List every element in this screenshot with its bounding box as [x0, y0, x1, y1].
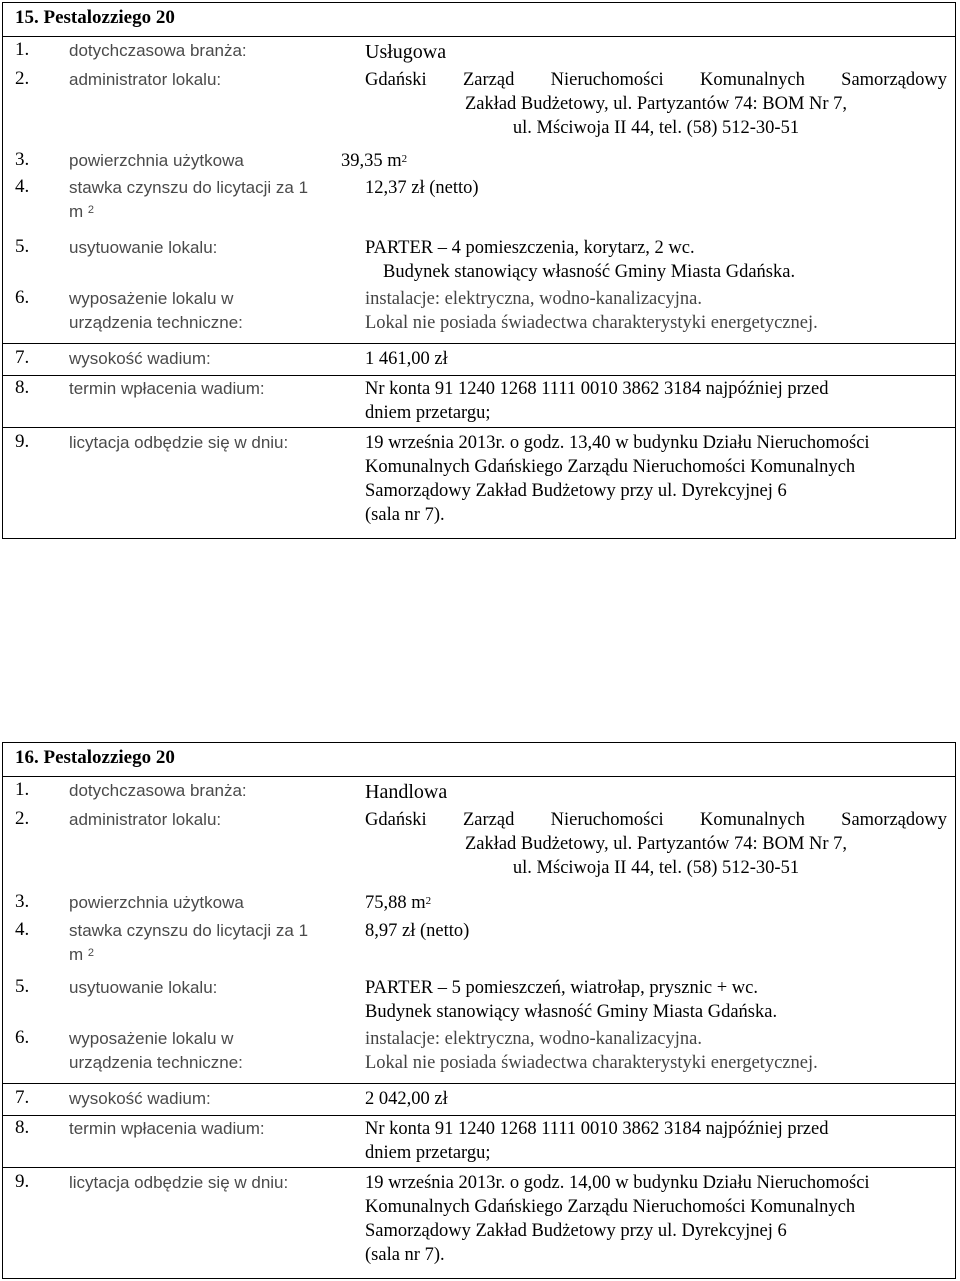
row-number: 2.: [15, 808, 30, 829]
row-number: 6.: [15, 1027, 30, 1048]
value-line: Gdański Zarząd Nieruchomości Komunalnych Samorządowy: [365, 810, 947, 830]
row-number: 4.: [15, 919, 30, 940]
value-line: Komunalnych Gdańskiego Zarządu Nieruchomości Komunalnych: [365, 1197, 856, 1217]
row-number: 7.: [15, 1087, 30, 1108]
row-value: [365, 287, 947, 335]
value-line: Gdański Zarząd Nieruchomości Komunalnych Samorządowy: [365, 70, 947, 90]
unit-superscript: 2: [87, 204, 95, 216]
value-line: Zakład Budżetowy, ul. Partyzantów 74: BOM Nr 7,: [464, 94, 848, 114]
entry-title: 16. Pestalozziego 20: [15, 747, 175, 768]
value-line: dniem przetargu;: [365, 403, 491, 423]
row-label: termin wpłacenia wadium:: [69, 1119, 265, 1138]
row-number: 8.: [15, 1117, 30, 1138]
row-label: termin wpłacenia wadium:: [69, 379, 265, 398]
row-divider: [3, 1083, 955, 1084]
listing-entry-15: [2, 2, 956, 539]
row-number: 3.: [15, 891, 30, 912]
row-label: [69, 1027, 354, 1075]
row-number: 3.: [15, 149, 30, 170]
row-number: 2.: [15, 68, 30, 89]
row-number: 5.: [15, 976, 30, 997]
row-value: [365, 68, 947, 140]
row-label: administrator lokalu:: [69, 810, 222, 829]
row-value: 2 042,00 zł: [365, 1089, 448, 1109]
row-label: usytuowanie lokalu:: [69, 238, 218, 257]
row-value: [365, 976, 947, 1024]
row-number: 9.: [15, 431, 30, 452]
row-label: [69, 176, 354, 224]
value-line: Samorządowy Zakład Budżetowy przy ul. Dyrekcyjnej 6: [365, 1221, 787, 1241]
label-line: urządzenia techniczne:: [69, 313, 243, 332]
value-line: ul. Mściwoja II 44, tel. (58) 512-30-51: [512, 858, 800, 878]
row-value: 1 461,00 zł: [365, 349, 448, 369]
row-divider: [3, 375, 955, 376]
value-line: Lokal nie posiada świadectwa charakterystyki energetycznej.: [365, 1053, 818, 1073]
label-line: stawka czynszu do licytacji za 1: [69, 921, 309, 940]
value-line: (sala nr 7).: [365, 1245, 445, 1265]
row-value: Handlowa: [365, 781, 448, 803]
row-number: 1.: [15, 39, 30, 60]
row-label: wysokość wadium:: [69, 1089, 211, 1108]
label-line: urządzenia techniczne:: [69, 1053, 243, 1072]
row-label: licytacja odbędzie się w dniu:: [69, 1173, 289, 1192]
row-number: 4.: [15, 176, 30, 197]
row-value: [365, 236, 947, 284]
area-value: 39,35 m: [341, 151, 402, 171]
row-label: dotychczasowa branża:: [69, 41, 247, 60]
row-number: 9.: [15, 1171, 30, 1192]
row-value: [365, 1117, 947, 1165]
value-line: ul. Mściwoja II 44, tel. (58) 512-30-51: [512, 118, 800, 138]
value-line: Nr konta 91 1240 1268 1111 0010 3862 3184 najpóźniej przed: [365, 1119, 829, 1139]
label-line: wyposażenie lokalu w: [69, 289, 234, 308]
row-label: wysokość wadium:: [69, 349, 211, 368]
row-value: 12,37 zł (netto): [365, 178, 479, 198]
row-label: powierzchnia użytkowa: [69, 151, 244, 170]
value-line: Samorządowy Zakład Budżetowy przy ul. Dyrekcyjnej 6: [365, 481, 787, 501]
value-line: 19 września 2013r. o godz. 13,40 w budynku Działu Nieruchomości: [365, 433, 870, 453]
row-divider: [3, 1167, 955, 1168]
row-label: usytuowanie lokalu:: [69, 978, 218, 997]
row-value: [365, 891, 947, 915]
row-value: [365, 808, 947, 880]
area-superscript: 2: [425, 895, 432, 907]
row-value: [365, 431, 947, 527]
row-number: 5.: [15, 236, 30, 257]
value-line: Nr konta 91 1240 1268 1111 0010 3862 3184 najpóźniej przed: [365, 379, 829, 399]
unit-superscript: 2: [87, 947, 95, 959]
row-value: [341, 149, 923, 173]
value-line: Budynek stanowiący własność Gminy Miasta Gdańska.: [365, 1002, 778, 1022]
row-divider: [3, 427, 955, 428]
area-superscript: 2: [401, 153, 408, 165]
value-line: Zakład Budżetowy, ul. Partyzantów 74: BOM Nr 7,: [464, 834, 848, 854]
row-value: [365, 1027, 947, 1075]
area-value: 75,88 m: [365, 893, 426, 913]
value-line: Lokal nie posiada świadectwa charakterystyki energetycznej.: [365, 313, 818, 333]
row-value: 8,97 zł (netto): [365, 921, 470, 941]
row-divider: [3, 776, 955, 777]
row-label: powierzchnia użytkowa: [69, 893, 244, 912]
row-value: [365, 377, 947, 425]
row-label: administrator lokalu:: [69, 70, 222, 89]
value-line: Budynek stanowiący własność Gminy Miasta Gdańska.: [383, 262, 796, 282]
label-line: [69, 200, 354, 224]
row-label: licytacja odbędzie się w dniu:: [69, 433, 289, 452]
row-divider: [3, 1115, 955, 1116]
unit-text: m: [69, 945, 84, 964]
row-divider: [3, 343, 955, 344]
value-line: instalacje: elektryczna, wodno-kanalizacyjna.: [365, 1029, 702, 1049]
value-line: instalacje: elektryczna, wodno-kanalizacyjna.: [365, 289, 702, 309]
value-line: (sala nr 7).: [365, 505, 445, 525]
label-line: stawka czynszu do licytacji za 1: [69, 178, 309, 197]
value-line: Komunalnych Gdańskiego Zarządu Nieruchomości Komunalnych: [365, 457, 856, 477]
value-line: 19 września 2013r. o godz. 14,00 w budynku Działu Nieruchomości: [365, 1173, 870, 1193]
value-line: dniem przetargu;: [365, 1143, 491, 1163]
unit-text: m: [69, 202, 84, 221]
row-value: [365, 1171, 947, 1267]
row-label: [69, 919, 354, 967]
listing-entry-16: [2, 742, 956, 1279]
label-line: wyposażenie lokalu w: [69, 1029, 234, 1048]
value-line: PARTER – 4 pomieszczenia, korytarz, 2 wc.: [365, 238, 695, 258]
row-label: [69, 287, 354, 335]
value-line: PARTER – 5 pomieszczeń, wiatrołap, prysznic + wc.: [365, 978, 758, 998]
row-divider: [3, 36, 955, 37]
row-value: Usługowa: [365, 41, 447, 63]
row-number: 8.: [15, 377, 30, 398]
row-label: dotychczasowa branża:: [69, 781, 247, 800]
entry-title: 15. Pestalozziego 20: [15, 7, 175, 28]
row-number: 7.: [15, 347, 30, 368]
row-number: 6.: [15, 287, 30, 308]
label-line: [69, 943, 354, 967]
row-number: 1.: [15, 779, 30, 800]
